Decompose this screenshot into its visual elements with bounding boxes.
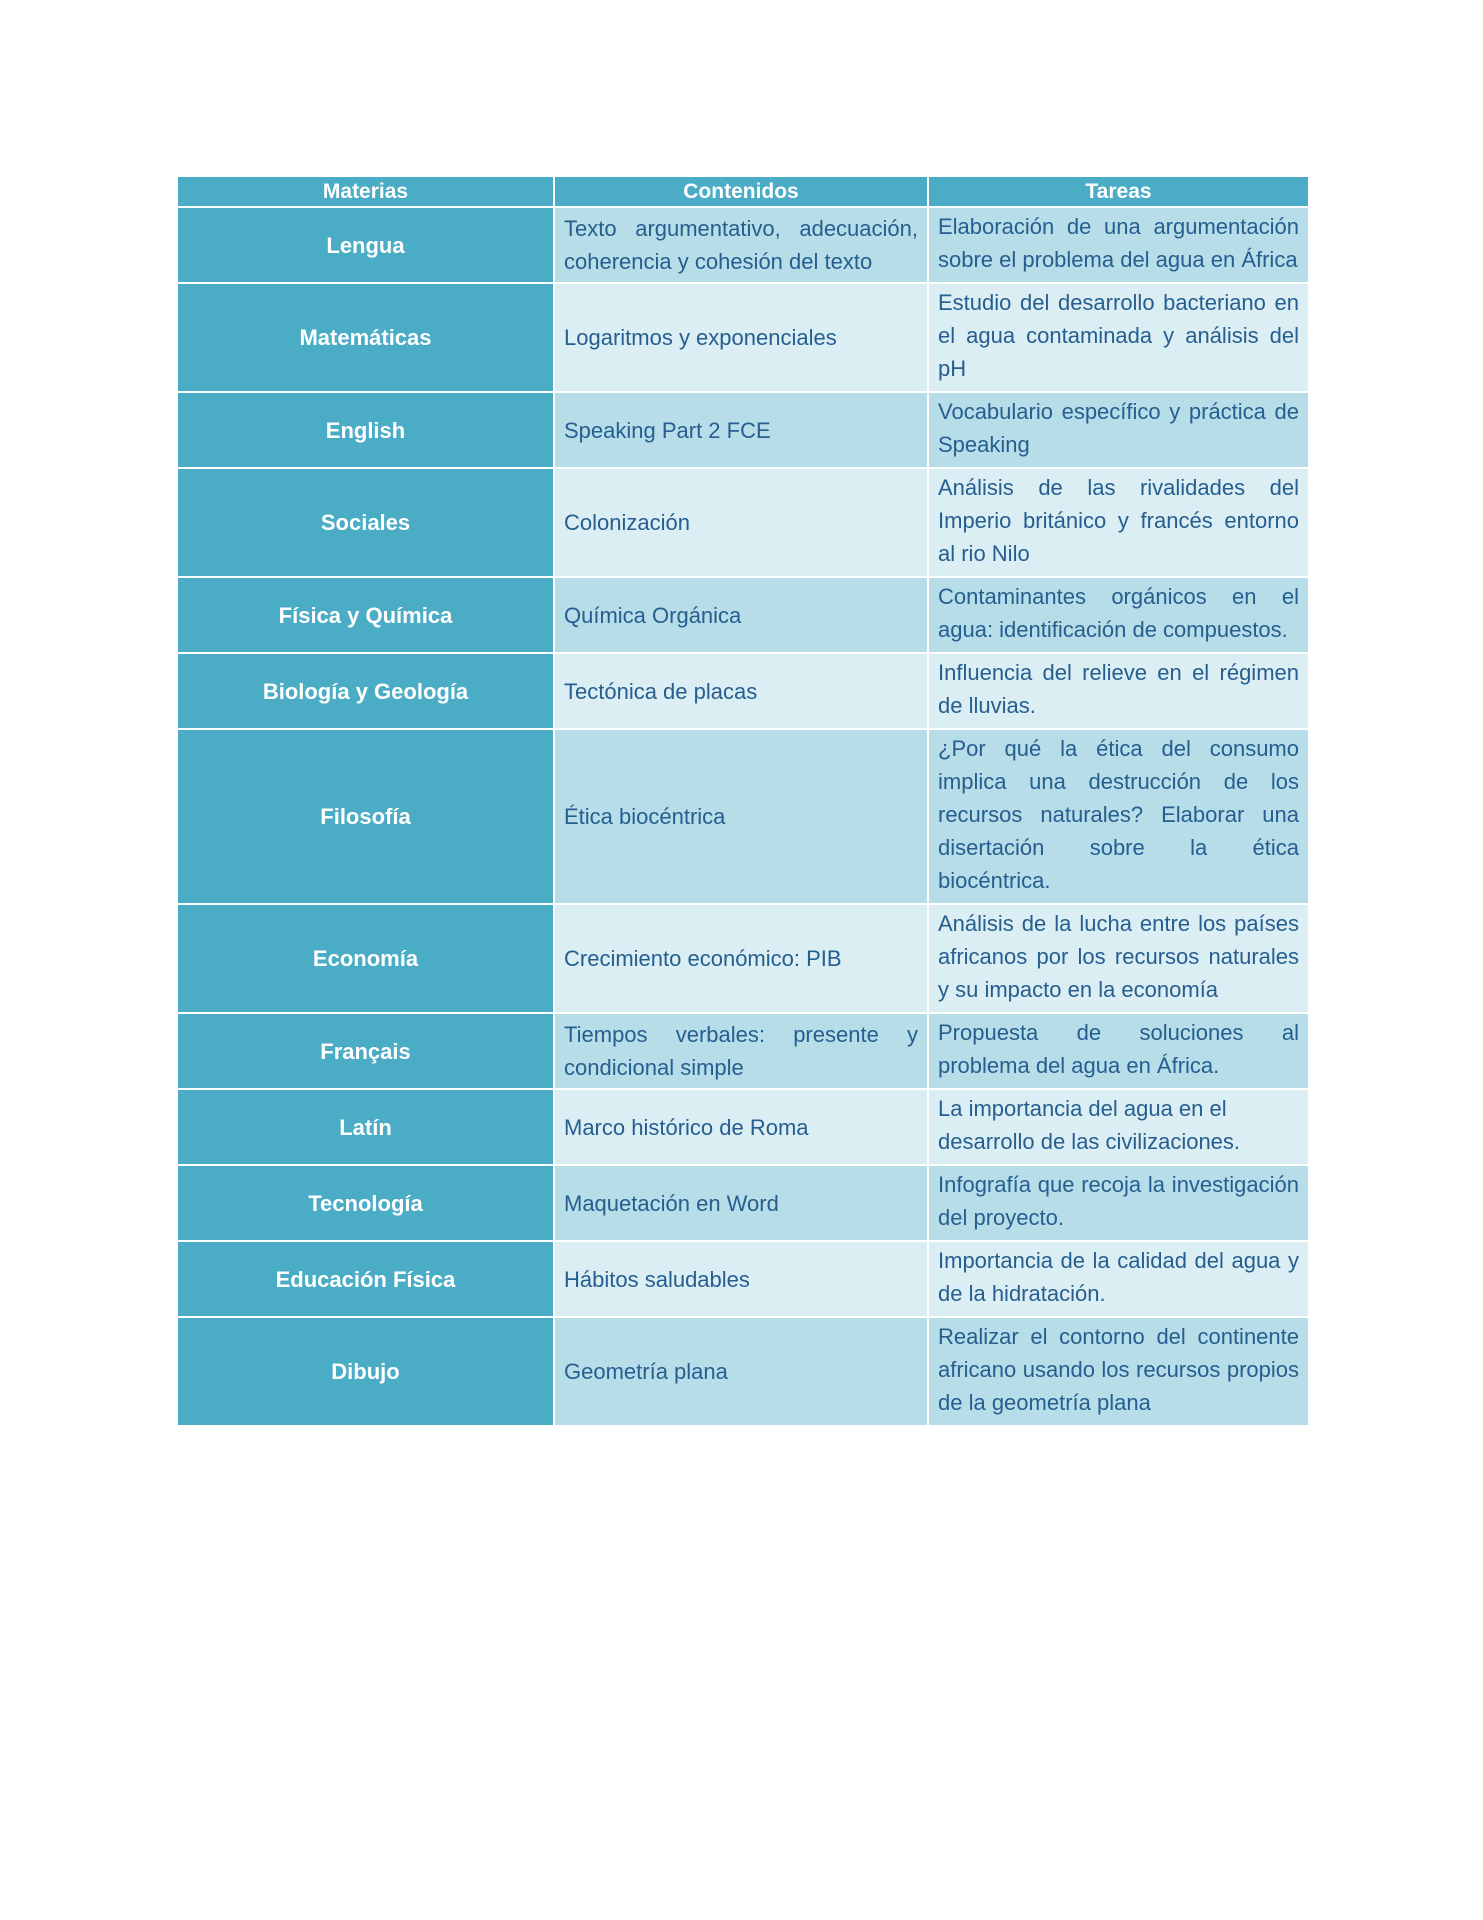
tarea-cell: Estudio del desarrollo bacteriano en el agua contaminada y análisis del pH [928,283,1309,392]
table-row-lengua [177,207,1309,283]
tarea-cell: La importancia del agua en el desarrollo de las civilizaciones. [928,1089,1309,1165]
table-row-biologia-geologia [177,653,1309,729]
column-header-materias: Materias [177,176,554,207]
materia-cell: Français [177,1013,554,1089]
contenido-cell: Ética biocéntrica [554,729,928,904]
table-row-dibujo [177,1317,1309,1426]
contenido-cell: Colonización [554,468,928,577]
tarea-cell: Análisis de la lucha entre los países africanos por los recursos naturales y su impacto en la economía [928,904,1309,1013]
materia-cell: Lengua [177,207,554,283]
contenido-cell: Geometría plana [554,1317,928,1426]
tarea-cell: ¿Por qué la ética del consumo implica una destrucción de los recursos naturales? Elaborar una disertación sobre la ética biocéntrica. [928,729,1309,904]
materia-cell: Filosofía [177,729,554,904]
contenido-cell: Speaking Part 2 FCE [554,392,928,468]
homework-table [176,175,1310,1427]
contenido-cell: Maquetación en Word [554,1165,928,1241]
table-row-sociales [177,468,1309,577]
table-header-row [177,176,1309,207]
table-row-educacion-fisica [177,1241,1309,1317]
contenido-cell: Química Orgánica [554,577,928,653]
tarea-cell: Análisis de las rivalidades del Imperio británico y francés entorno al rio Nilo [928,468,1309,577]
tarea-cell: Vocabulario específico y práctica de Speaking [928,392,1309,468]
contenido-cell: Tiempos verbales: presente y condicional simple [554,1013,928,1089]
materia-cell: Tecnología [177,1165,554,1241]
tarea-cell: Influencia del relieve en el régimen de lluvias. [928,653,1309,729]
materia-cell: Biología y Geología [177,653,554,729]
tarea-cell: Realizar el contorno del continente africano usando los recursos propios de la geometría plana [928,1317,1309,1426]
contenido-cell: Marco histórico de Roma [554,1089,928,1165]
materia-cell: Sociales [177,468,554,577]
contenido-cell: Texto argumentativo, adecuación, coherencia y cohesión del texto [554,207,928,283]
tarea-cell: Contaminantes orgánicos en el agua: identificación de compuestos. [928,577,1309,653]
column-header-tareas: Tareas [928,176,1309,207]
table-row-latin [177,1089,1309,1165]
table-row-economia [177,904,1309,1013]
materia-cell: Física y Química [177,577,554,653]
materia-cell: Economía [177,904,554,1013]
tarea-cell: Elaboración de una argumentación sobre el problema del agua en África [928,207,1309,283]
materia-cell: Dibujo [177,1317,554,1426]
column-header-contenidos: Contenidos [554,176,928,207]
table-row-fisica-quimica [177,577,1309,653]
table-row-english [177,392,1309,468]
materia-cell: Educación Física [177,1241,554,1317]
materia-cell: English [177,392,554,468]
contenido-cell: Tectónica de placas [554,653,928,729]
materia-cell: Latín [177,1089,554,1165]
table-row-francais [177,1013,1309,1089]
tarea-cell: Infografía que recoja la investigación del proyecto. [928,1165,1309,1241]
contenido-cell: Crecimiento económico: PIB [554,904,928,1013]
table-row-matematicas [177,283,1309,392]
table-row-tecnologia [177,1165,1309,1241]
contenido-cell: Hábitos saludables [554,1241,928,1317]
materia-cell: Matemáticas [177,283,554,392]
table-row-filosofia [177,729,1309,904]
tarea-cell: Propuesta de soluciones al problema del agua en África. [928,1013,1309,1089]
contenido-cell: Logaritmos y exponenciales [554,283,928,392]
tarea-cell: Importancia de la calidad del agua y de la hidratación. [928,1241,1309,1317]
